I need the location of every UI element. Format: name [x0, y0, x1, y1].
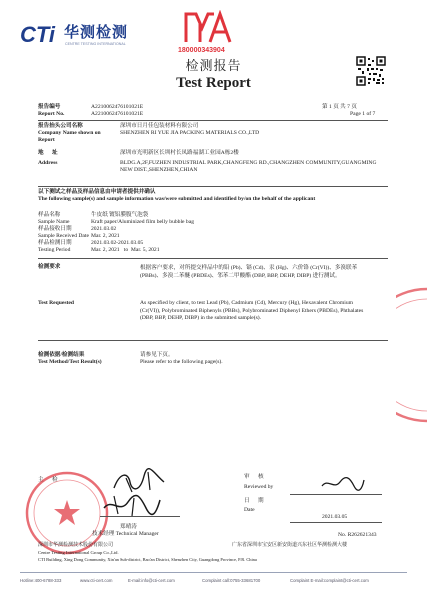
divider — [38, 258, 388, 259]
received-label-cn: 样品接收日期 — [38, 226, 72, 232]
period-label-en: Testing Period — [38, 247, 71, 253]
edge-seal-icon — [396, 285, 427, 425]
footer-email[interactable]: E-mail:info@cti-cert.com — [128, 578, 175, 583]
report-no-label-en: Report No. — [38, 111, 65, 117]
sample-name-label-cn: 样品名称 — [38, 212, 61, 218]
footer-company-cn: 深圳市华测检测技术股份有限公司 — [38, 543, 114, 548]
sample-intro-cn: 以下测试之样品及样品信息由申请者提供并确认 — [38, 189, 156, 195]
request-text-en: As specified by client, to test Lead (Pb), Cadmium (Cd), Mercury (Hg), Hexavalent Chromium (Cr(VI)), Polybrominated Biphenyls (PBBs), Polybrominated Diphenyl Ethers (PBDEs), Phthalates (DBP, BBP, DEHP, DIBP) in the submitted sample(s). — [140, 300, 364, 321]
cma-emblem-icon — [180, 10, 240, 46]
request-label-en: Test Requested — [38, 300, 74, 306]
period-label-cn: 样品检测日期 — [38, 240, 72, 246]
period-value-2: Mar. 2, 2021 to Mar. 5, 2021 — [91, 247, 160, 253]
result-text-cn: 请参见下页。 — [140, 352, 174, 358]
approver-title: 技术经理 Technical Manager — [92, 531, 159, 537]
result-label-en: Test Method/Test Result(s) — [38, 359, 102, 365]
result-text-en: Please refer to the following page(s). — [140, 359, 223, 365]
address-label-cn: 地 址 — [38, 150, 58, 156]
report-no-label-cn: 报告编号 — [38, 104, 61, 110]
page-title-cn: 检测报告 — [185, 58, 242, 73]
footer-contact-bar — [20, 577, 407, 585]
request-label-cn: 检测要求 — [38, 264, 61, 270]
brand-logo-sub: CENTRE TESTING INTERNATIONAL — [65, 42, 126, 46]
period-value-1: 2021.03.02-2021.03.05 — [91, 240, 144, 246]
address-label-en: Address — [38, 160, 58, 166]
approver-name: 郑晴涛 — [120, 524, 137, 530]
company-label-en: Company Name shown on Report — [38, 130, 101, 143]
cma-number: 180000343904 — [178, 47, 225, 54]
sample-name-label-en: Sample Name — [38, 219, 70, 225]
received-label-en: Sample Received Date — [38, 233, 89, 239]
divider — [38, 120, 388, 121]
brand-logo-cn: 华测检测 — [64, 24, 129, 41]
footer-address-en: CTI Building, Xing Dong Community, Xin'an Sub-district, Bao'an District, Shenzhen City, Guangdong Province, P.R. China — [38, 557, 257, 562]
reviewer-label-cn: 审 核 — [244, 474, 264, 480]
footer-complaint-email[interactable]: Complaint E-mail:complaint@cti-cert.com — [290, 578, 369, 583]
page-title-en: Test Report — [176, 75, 251, 91]
side-stamp — [396, 285, 427, 425]
request-text-cn: 根据客户要求，对所提交样品中的铅 (Pb)、镉 (Cd)、汞 (Hg)、六价铬 (Cr(VI))、多溴联苯 (PBBs)、多溴二苯醚 (PBDEs)、邻苯二甲酸酯 (DBP, BBP, DEHP, DIBP) 进行测试。 — [140, 265, 358, 279]
document-number: No. R262621343 — [338, 532, 377, 538]
footer-hotline: Hotline:400-6788-333 — [20, 578, 62, 583]
brand-logo-latin: CTi — [20, 22, 56, 47]
signature-line — [290, 522, 382, 523]
company-label-cn: 报告抬头公司名称 — [38, 123, 83, 129]
sample-intro-en: The following sample(s) and sample information was/were submitted and identified by/on the behalf of the applicant — [38, 196, 316, 202]
reviewer-label-en: Reviewed by — [244, 484, 274, 490]
divider — [38, 340, 388, 341]
sample-name-en: Kraft paper/Aluminized film belly bubble bag — [91, 219, 194, 225]
signature-line — [290, 494, 382, 495]
address-en: BLDG.A,2F,FUZHEN INDUSTRIAL PARK,CHANGFENG RD.,CHANGZHEN COMMUNITY,GUANGMING NEW DIST.,SHENZHEN,CHIAN — [120, 160, 377, 173]
date-value: 2021.03.05 — [322, 514, 348, 520]
company-name-en: SHENZHEN RI YUE JIA PACKING MATERIALS CO.,LTD — [120, 130, 260, 136]
report-no-value-1: A2210062476101021E — [91, 104, 144, 110]
received-value-2: Mar. 2, 2021 — [91, 233, 120, 239]
page-count-en: Page 1 of 7 — [350, 111, 376, 117]
main-tester-label: 主 检 — [38, 477, 58, 483]
received-value-1: 2021.03.02 — [91, 226, 117, 232]
cma-letters — [180, 10, 182, 11]
date-label-cn: 日 期 — [244, 498, 264, 504]
footer-complaint-call: Complaint call:0755-33681700 — [202, 578, 261, 583]
report-no-value-2: A2210062476101021E — [91, 111, 144, 117]
footer-divider — [20, 572, 407, 573]
company-name-cn: 深圳市日月佳包装材料有限公司 — [120, 123, 199, 129]
divider — [38, 186, 388, 187]
footer-company-en: Centre Testing International Group Co.,Ltd. — [38, 550, 119, 555]
cma-logo — [180, 10, 240, 56]
signature-line — [100, 516, 180, 517]
footer-web[interactable]: www.cti-cert.com — [80, 578, 113, 583]
manager-signature-icon — [100, 492, 162, 518]
address-cn: 深圳市光明新区长圳村长凤路福湖工业园A栋2楼 — [120, 150, 239, 156]
page-count-cn: 第 1 页 共 7 页 — [322, 104, 357, 110]
reviewer-signature-icon — [320, 474, 366, 494]
result-label-cn: 检测依据/检测结果 — [38, 352, 85, 358]
brand-logo — [20, 22, 160, 52]
sample-name-cn: 牛皮纸 镀铝膜腹气泡袋 — [91, 212, 149, 218]
footer-address-cn: 广东省深圳市宝安区新安街道兴东社区华测检测大楼 — [232, 543, 348, 548]
date-label-en: Date — [244, 507, 255, 513]
